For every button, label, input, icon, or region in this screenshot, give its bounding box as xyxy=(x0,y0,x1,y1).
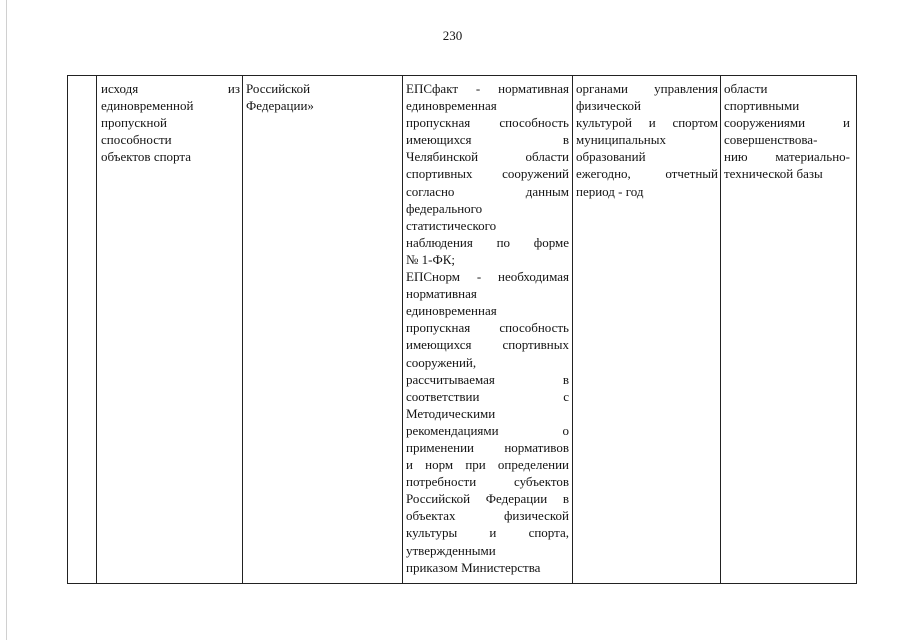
cell-line: нормативная xyxy=(406,286,477,302)
cell-line: потребности субъектов xyxy=(406,474,569,490)
cell-line: и норм при определении xyxy=(406,457,569,473)
column-divider xyxy=(720,76,721,583)
cell-line: ЕПСнорм - необходимая xyxy=(406,269,569,285)
cell-line: объектов спорта xyxy=(101,149,191,165)
cell-line: рассчитываемая в xyxy=(406,371,569,387)
cell-line: физической xyxy=(576,98,641,114)
cell-line: спортивными xyxy=(724,98,800,114)
cell-line: имеющихся спортивных xyxy=(406,337,569,353)
cell-line: ежегодно, отчетный xyxy=(576,166,718,182)
cell-line: муниципальных xyxy=(576,132,667,148)
column-divider xyxy=(242,76,243,583)
data-table xyxy=(67,75,857,584)
cell-line: соответствии с xyxy=(406,388,569,404)
cell-line: статистического xyxy=(406,217,497,233)
cell-line: сооружениями и xyxy=(724,115,850,131)
cell-line: нию материально- xyxy=(724,149,850,165)
cell-line: единовременная xyxy=(406,98,497,114)
cell-line: Челябинской области xyxy=(406,149,569,165)
cell-line: культуры и спорта, xyxy=(406,525,569,541)
cell-line: Методическими xyxy=(406,405,496,421)
cell-line: приказом Министерства xyxy=(406,559,541,575)
cell-line: утвержденными xyxy=(406,542,496,558)
cell-line: период - год xyxy=(576,183,644,199)
cell-line: рекомендациями о xyxy=(406,422,569,438)
cell-line: сооружений, xyxy=(406,354,477,370)
cell-line: спортивных сооружений xyxy=(406,166,569,182)
cell-line: единовременной xyxy=(101,98,194,114)
cell-line: согласно данным xyxy=(406,183,569,199)
cell-line: пропускная способность xyxy=(406,115,569,131)
cell-line: федерального xyxy=(406,200,483,216)
cell-line: имеющихся в xyxy=(406,132,569,148)
cell-reporting xyxy=(576,80,718,200)
cell-line: области xyxy=(724,81,768,96)
cell-line: совершенствова- xyxy=(724,132,818,148)
cell-line: Федерации» xyxy=(246,98,314,114)
cell-line: способности xyxy=(101,132,172,148)
column-divider xyxy=(96,76,97,583)
cell-line: культурой и спортом xyxy=(576,115,718,131)
cell-line: органами управления xyxy=(576,81,718,96)
cell-line: пропускная способность xyxy=(406,320,569,336)
column-divider xyxy=(572,76,573,583)
scan-edge xyxy=(6,0,7,640)
cell-line: образований xyxy=(576,149,646,165)
cell-line: объектах физической xyxy=(406,508,569,524)
cell-line: Российской xyxy=(246,81,311,96)
cell-calculation-basis xyxy=(101,80,240,165)
cell-line: технической базы xyxy=(724,166,823,182)
cell-line: применении нормативов xyxy=(406,439,569,455)
cell-purpose xyxy=(724,80,850,183)
cell-line: наблюдения по форме xyxy=(406,234,569,250)
cell-line: Российской Федерации в xyxy=(406,491,569,507)
cell-line: исходя из xyxy=(101,81,240,96)
cell-line: № 1-ФК; xyxy=(406,251,456,267)
page-number: 230 xyxy=(442,28,463,43)
column-divider xyxy=(402,76,403,583)
cell-line: пропускной xyxy=(101,115,167,131)
cell-line: единовременная xyxy=(406,303,497,319)
cell-formula-definitions xyxy=(406,80,569,576)
cell-legal-reference xyxy=(246,80,398,114)
cell-line: ЕПСфакт - нормативная xyxy=(406,81,569,96)
